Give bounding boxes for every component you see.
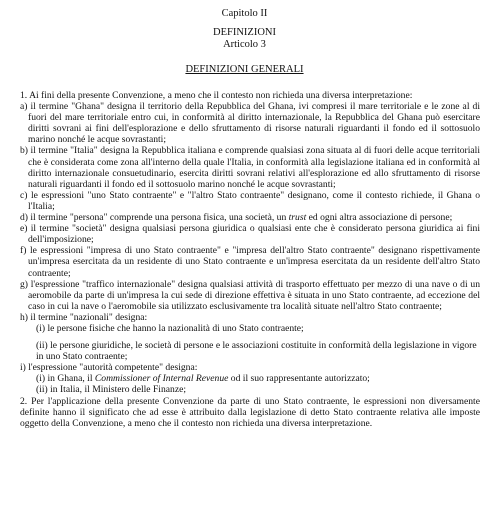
definition-i-i-em: Commissioner of Internal Revenue xyxy=(94,373,229,385)
definition-d-post: ed ogni altra associazione di persone; xyxy=(306,212,453,224)
definition-i-i xyxy=(20,373,480,384)
definition-a: a) il termine "Ghana" designa il territorio della Repubblica del Ghana, ivi compresi il mare territoriale e le zone al di fuori del mare territoriale entro cui, in conformità al diritto internazionale, la Repubblica del Ghana può esercitare diritti sovrani ai fini dell'esplorazione e dello sfruttamento di risorse naturali riguardanti il fondo ed il sottosuolo marino nonché le acque sovrastanti; xyxy=(20,101,480,146)
definition-h-ii: (ii) le persone giuridiche, le società di persone e le associazioni costituite in conformità della legislazione in vigore in uno Stato contraente; xyxy=(36,340,477,363)
definition-i-i-post: od il suo rappresentante autorizzato; xyxy=(228,373,370,385)
definition-b: b) il termine "Italia" designa la Repubblica italiana e comprende qualsiasi zona situata al di fuori delle acque territoriali che è considerata come zona all'interno della quale l'Italia, in conformità alla legislazione italiana ed in conformità al diritto internazionale consuetudinario, esercita diritti sovrani relativi all'esplorazione ed allo sfruttamento di risorse naturali riguardanti il fondo ed il sottosuolo marino nonché le acque sovrastanti; xyxy=(20,145,480,190)
definition-i-i-pre: (i) in Ghana, il xyxy=(36,373,95,385)
definition-h-i: (i) le persone fisiche che hanno la nazionalità di uno Stato contraente; xyxy=(36,322,304,334)
definition-c: c) le espressioni "uno Stato contraente" e "l'altro Stato contraente" designano, come il contesto richiede, il Ghana o l'Italia; xyxy=(20,189,480,212)
article-heading: Articolo 3 xyxy=(223,39,266,50)
chapter-heading: Capitolo II xyxy=(221,8,268,19)
definition-i-ii: (ii) in Italia, il Ministero delle Finanze; xyxy=(36,384,186,396)
definitions-heading: DEFINIZIONI xyxy=(213,27,276,38)
section-heading: DEFINIZIONI GENERALI xyxy=(185,64,304,75)
definition-i: i) l'espressione "autorità competente" designa: xyxy=(20,362,198,374)
definition-d-trust: trust xyxy=(288,212,307,224)
paragraph-1-intro: 1. Ai fini della presente Convenzione, a meno che il contesto non richieda una diversa interpretazione: xyxy=(20,90,413,101)
definition-h: h) il termine "nazionali" designa: xyxy=(20,311,148,323)
paragraph-2: 2. Per l'applicazione della presente Convenzione da parte di uno Stato contraente, le espressioni non diversamente definite hanno il significato che ad esse è attribuito dalla legislazione di detto Stato contraente relativa alle imposte oggetto della Convenzione, a meno che il contesto non richieda una diversa interpretazione. xyxy=(20,395,480,429)
definition-g: g) l'espressione "traffico internazionale" designa qualsiasi attività di trasporto effettuato per mezzo di una nave o di un aeromobile da parte di un'impresa la cui sede di direzione effettiva è situata in uno Stato contraente, ad eccezione del caso in cui la nave o l'aeromobile sia utilizzato esclusivamente tra località situate nell'altro Stato contraente; xyxy=(20,278,480,312)
definition-d-pre: d) il termine "persona" comprende una persona fisica, una società, un xyxy=(20,212,289,224)
definition-f: f) le espressioni "impresa di uno Stato contraente" e "impresa dell'altro Stato contraente" designano rispettivamente un'impresa esercitata da un residente di uno Stato contraente e un'impresa esercitata da un residente dell'altro Stato contraente; xyxy=(20,245,480,279)
definition-d xyxy=(20,212,480,223)
article-body xyxy=(20,90,480,429)
definition-e: e) il termine "società" designa qualsiasi persona giuridica o qualsiasi ente che è considerato persona giuridica ai fini dell'imposizione; xyxy=(20,223,480,246)
